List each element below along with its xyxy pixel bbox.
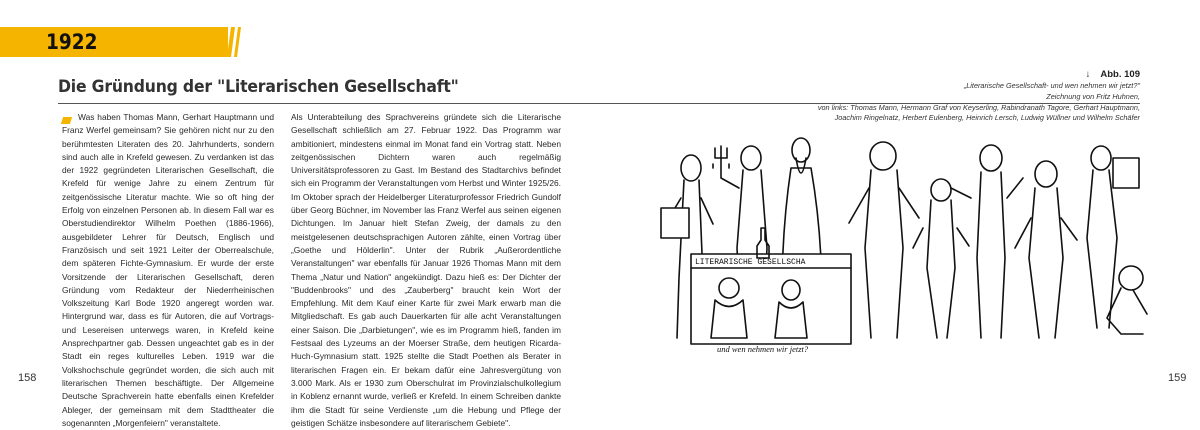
caption-title: „Literarische Gesellschaft- und wen nehmen wir jetzt?" xyxy=(963,81,1140,90)
drawing-banner-text: LITERARISCHE GESELLSCHA xyxy=(695,258,806,267)
figure-wuellner xyxy=(1087,146,1139,328)
figure-hauptmann xyxy=(849,142,919,338)
drawing-table xyxy=(691,254,851,344)
caption-names-2: Joachim Ringelnatz, Herbert Eulenberg, Heinrich Lersch, Ludwig Wüllner und Wilhelm Schäfer xyxy=(834,113,1140,123)
text-column-2 xyxy=(291,111,561,430)
article-title: Die Gründung der "Literarischen Gesellschaft" xyxy=(58,77,459,97)
figure-ringelnatz xyxy=(913,179,969,338)
page-number-left: 158 xyxy=(18,372,37,384)
drawing-caption-text: und wen nehmen wir jetzt? xyxy=(717,344,809,354)
body-paragraph-1: Was haben Thomas Mann, Gerhart Hauptmann und Franz Werfel gemeinsam? Sie gehören nicht nur zu den berühmtesten Literaten des 20. Jahrhunderts, sondern sind auch alle in Krefeld gewesen. Zu verdanken ist das der 1922 gegründeten Literarischen Gesellschaft, die Krefeld für wenige Jahre zu einem Zentrum für zeitgenössische Literatur machte. Wie so oft hing der Erfolg von einzelnen Personen ab. In diesem Fall war es Oberstudiendirektor Wilhelm Poethen (1886-1966), ausgebildeter Lehrer für Deutsch, Englisch und Französisch und seit 1921 Leiter der Oberrealschule, dem späteren Fichte-Gymnasium. Er wurde der erste Vorsitzende der Literarischen Gesellschaft, deren Gründung vom Redakteur der Niederrheinischen Volkszeitung Karl Bode 1920 angeregt worden war. Hintergrund war, dass es für Autoren, die auf Vortrags- und Lesereisen unterwegs waren, in Krefeld keine Ansprechpartner gab. Dessen ungeachtet gab es in der Stadt ein reges kulturelles Leben. 1919 war die Volkshochschule gegründet worden, die sich auch mit literarischen Themen beschäftigte. Der Allgemeine Deutsche Sprachverein hatte ebenfalls einen Krefelder Ableger, der gemeinsam mit dem Stadttheater die sogenannten „Morgenfeiern" veranstaltete. xyxy=(62,112,274,428)
body-paragraph-2: Als Unterabteilung des Sprachvereins gründete sich die Literarische Gesellschaft schließlich am 27. Februar 1922. Das Programm war ambitioniert, mindestens einmal im Monat fand ein Vortrag statt. Neben zeitgenössischen Dichtern waren auch regelmäßig Universitätsprofessoren zu Gast. Im Bestand des Stadtarchivs befindet sich ein Programm der Veranstaltungen vom Herbst und Winter 1925/26. Im Oktober sprach der Heidelberger Literaturprofessor Friedrich Gundolf über Georg Büchner, im November las Franz Werfel aus seinen eigenen Dichtungen. Im Januar hielt Stefan Zweig, der damals zu den meistgelesenen deutschsprachigen Autoren zählte, einen Vortrag über „Goethe und Hölderlin". Unter der Rubrik „Außerordentliche Veranstaltungen" war ebenfalls für Januar 1926 Thomas Mann mit dem Thema „Natur und Nation" angekündigt. Dazu hieß es: Der Dichter der "Buddenbrooks" und des „Zauberberg" braucht kein Wort der Empfehlung. Mit dem Kauf einer Karte für zwei Mark erwarb man die Mitgliedschaft. Es gab auch Dauerkarten für alle acht Veranstaltungen einer Saison. Die „Darbietungen", wie es im Programm hieß, fanden im Festsaal des Lyzeums an der Moerser Straße, dem heutigen Ricarda-Huch-Gymnasium statt. 1925 stellte die Stadt Poethen als Berater in literarischen Fragen ein. Er bekam dafür eine Jahresvergütung von 3.000 Mark. Als er 1930 zum Oberschulrat im Provinzialschulkollegium in Koblenz ernannt wurde, verließ er Krefeld. In einem Schreiben dankte ihm die Stadt für seine Verdienste „um die Hebung und Pflege der geistigen Schätze insbesondere auf literarischem Gebiete". xyxy=(291,112,561,428)
year-banner xyxy=(0,27,228,57)
page-number-right: 159 xyxy=(1168,372,1187,384)
figure-label: Abb. 109 xyxy=(1100,69,1140,80)
caption-credit: Zeichnung von Fritz Huhnen, xyxy=(1046,91,1140,101)
figure-caption xyxy=(720,68,1140,124)
figure-eulenberg xyxy=(951,145,1023,338)
figure-lersch xyxy=(1015,161,1077,338)
text-column-1 xyxy=(62,111,274,430)
caption-names-1: von links: Thomas Mann, Hermann Graf von Keyserling, Rabindranath Tagore, Gerhart Hauptmann, xyxy=(817,102,1140,112)
caricature-illustration xyxy=(651,128,1151,356)
chapter-year: 1922 xyxy=(46,30,98,54)
arrow-down-icon: ↓ xyxy=(1085,69,1091,80)
banner-stripes xyxy=(222,27,242,57)
